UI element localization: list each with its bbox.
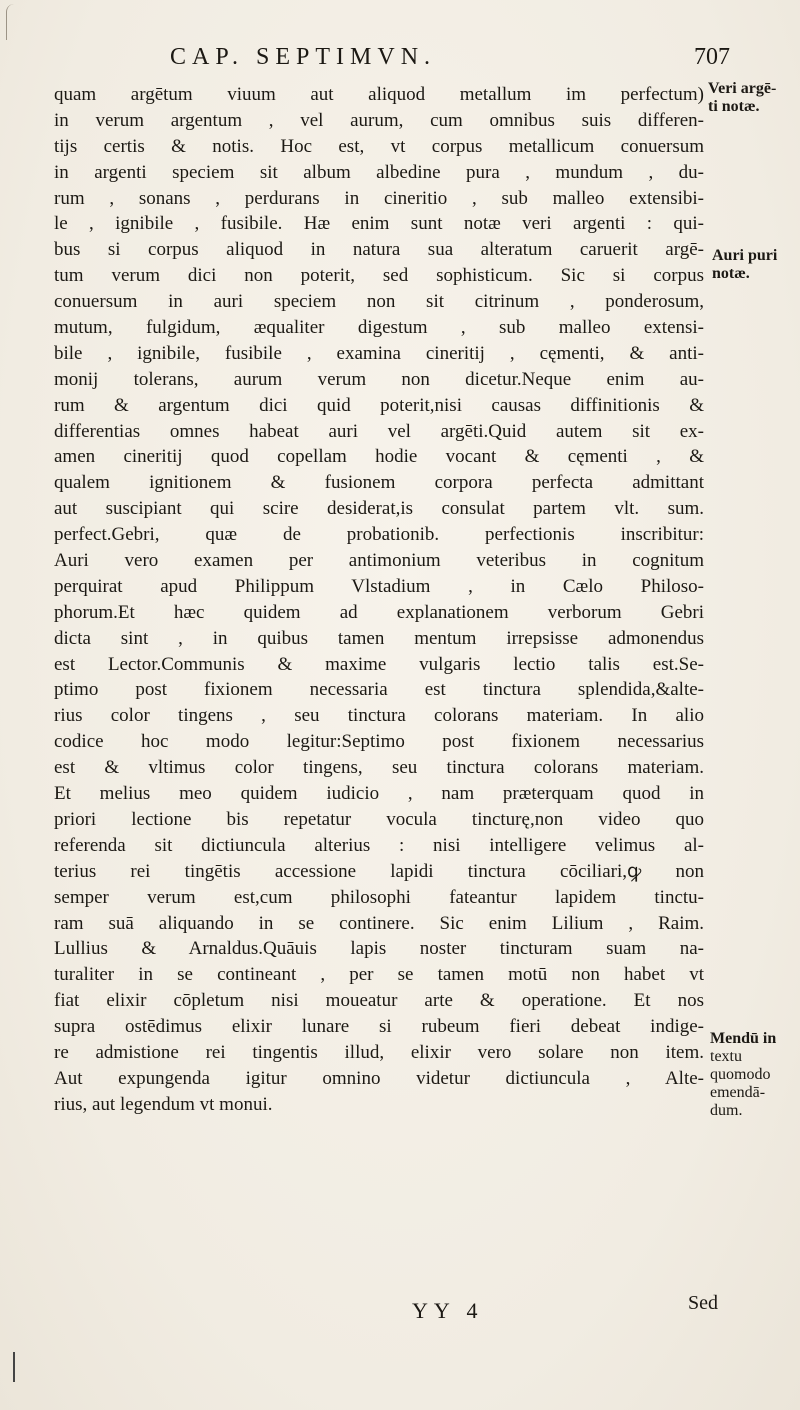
margin-note-line: dum.: [710, 1102, 743, 1119]
text-line: dicta sint , in quibus tamen mentum irrepsisse admonendus: [54, 627, 704, 649]
text-line: semper verum est,cum philosophi fateantur lapidem tinctu-: [54, 886, 704, 908]
text-line: perquirat apud Philippum Vlstadium , in Cælo Philoso-: [54, 575, 704, 597]
text-line: re admistione rei tingentis illud, elixir vero solare non item.: [54, 1041, 704, 1063]
text-line: referenda sit dictiuncula alterius : nisi intelligere velimus al-: [54, 834, 704, 856]
text-line: supra ostēdimus elixir lunare si rubeum fieri debeat indige-: [54, 1016, 704, 1038]
page-footer: [0, 1292, 800, 1328]
text-line: Auri vero examen per antimonium veteribus in cognitum: [54, 550, 704, 572]
catchword: Sed: [688, 1292, 718, 1314]
text-line: bile , ignibile, fusibile , examina cineritij , cęmenti, & anti-: [54, 342, 704, 364]
margin-note-silver-marks: [708, 80, 776, 116]
text-line: mutum, fulgidum, æqualiter digestum , sub malleo extensi-: [54, 317, 704, 339]
text-line: amen cineritij quod copellam hodie vocant & cęmenti , &: [54, 446, 704, 468]
text-line: est & vltimus color tingens, seu tinctura colorans materiam.: [54, 757, 704, 779]
binding-edge-mark: [13, 1352, 15, 1382]
margin-note-line: quomodo: [710, 1066, 771, 1083]
page-header: [130, 44, 730, 78]
text-line: bus si corpus aliquod in natura sua alteratum caruerit argē-: [54, 239, 704, 261]
margin-note-line: Mendū in: [710, 1030, 777, 1047]
text-line: fiat elixir cōpletum nisi moueatur arte & operatione. Et nos: [54, 990, 704, 1012]
signature-mark: YY 4: [412, 1298, 484, 1323]
text-line: monij tolerans, aurum verum non dicetur.Neque enim au-: [54, 368, 704, 390]
text-line: priori lectione bis repetatur vocula tincturę,non video quo: [54, 808, 704, 830]
text-line: ram suā aliquando in se continere. Sic enim Lilium , Raim.: [54, 912, 704, 934]
text-line: rius color tingens , seu tinctura colorans materiam. In alio: [54, 705, 704, 727]
margin-note-line: Veri argē-: [708, 80, 777, 97]
text-line: ptimo post fixionem necessaria est tinctura splendida,&alte-: [54, 679, 704, 701]
text-line: phorum.Et hæc quidem ad explanationem verborum Gebri: [54, 601, 704, 623]
text-line: in argenti speciem sit album albedine pura , mundum , du-: [54, 161, 704, 183]
text-line: aut suscipiant qui scire desiderat,is consulat partem vlt. sum.: [54, 498, 704, 520]
text-line: rum , sonans , perdurans in cineritio , sub malleo extensibi-: [54, 187, 704, 209]
page-corner-mark: [6, 4, 17, 40]
text-line-final: rius, aut legendum vt monui.: [54, 1093, 273, 1115]
text-line: turaliter in se contineant , per se tamen motū non habet vt: [54, 964, 704, 986]
main-text-block: [54, 82, 704, 1118]
text-line: le , ignibile , fusibile. Hæ enim sunt notæ veri argenti : qui-: [54, 213, 704, 235]
text-line: qualem ignitionem & fusionem corpora perfecta admittant: [54, 472, 704, 494]
running-head: CAP. SEPTIMVN.: [170, 44, 437, 70]
text-line: conuersum in auri speciem non sit citrinum , ponderosum,: [54, 291, 704, 313]
text-line: Et melius meo quidem iudicio , nam præterquam quod in: [54, 783, 704, 805]
text-line: differentias omnes habeat auri vel argēti.Quid autem sit ex-: [54, 420, 704, 442]
text-line: Aut expungenda igitur omnino videtur dictiuncula , Alte-: [54, 1067, 704, 1089]
margin-note-line: textu: [710, 1048, 742, 1065]
margin-note-line: Auri puri: [712, 247, 778, 264]
text-line: Lullius & Arnaldus.Quāuis lapis noster tincturam suam na-: [54, 938, 704, 960]
text-line: rum & argentum dici quid poterit,nisi causas diffinitionis &: [54, 394, 704, 416]
page-number: 707: [694, 44, 730, 70]
margin-note-gold-marks: [712, 247, 777, 283]
text-line: codice hoc modo legitur:Septimo post fixionem necessarius: [54, 731, 704, 753]
margin-note-line: emendā-: [710, 1084, 766, 1101]
text-line: est Lector.Communis & maxime vulgaris lectio talis est.Se-: [54, 653, 704, 675]
text-line: terius rei tingētis accessione lapidi tinctura cōciliari,ꝙ non: [54, 860, 704, 882]
margin-note-text-error: [710, 1030, 776, 1120]
margin-note-line: notæ.: [712, 265, 750, 282]
text-line: in verum argentum , vel aurum, cum omnibus suis differen-: [54, 109, 704, 131]
text-line: tum verum dici non poterit, sed sophisticum. Sic si corpus: [54, 265, 704, 287]
text-line: tijs certis & notis. Hoc est, vt corpus metallicum conuersum: [54, 135, 704, 157]
text-line: perfect.Gebri, quæ de probationib. perfectionis inscribitur:: [54, 524, 704, 546]
margin-note-line: ti notæ.: [708, 98, 760, 115]
text-line: quam argētum viuum aut aliquod metallum im perfectum): [54, 84, 704, 105]
